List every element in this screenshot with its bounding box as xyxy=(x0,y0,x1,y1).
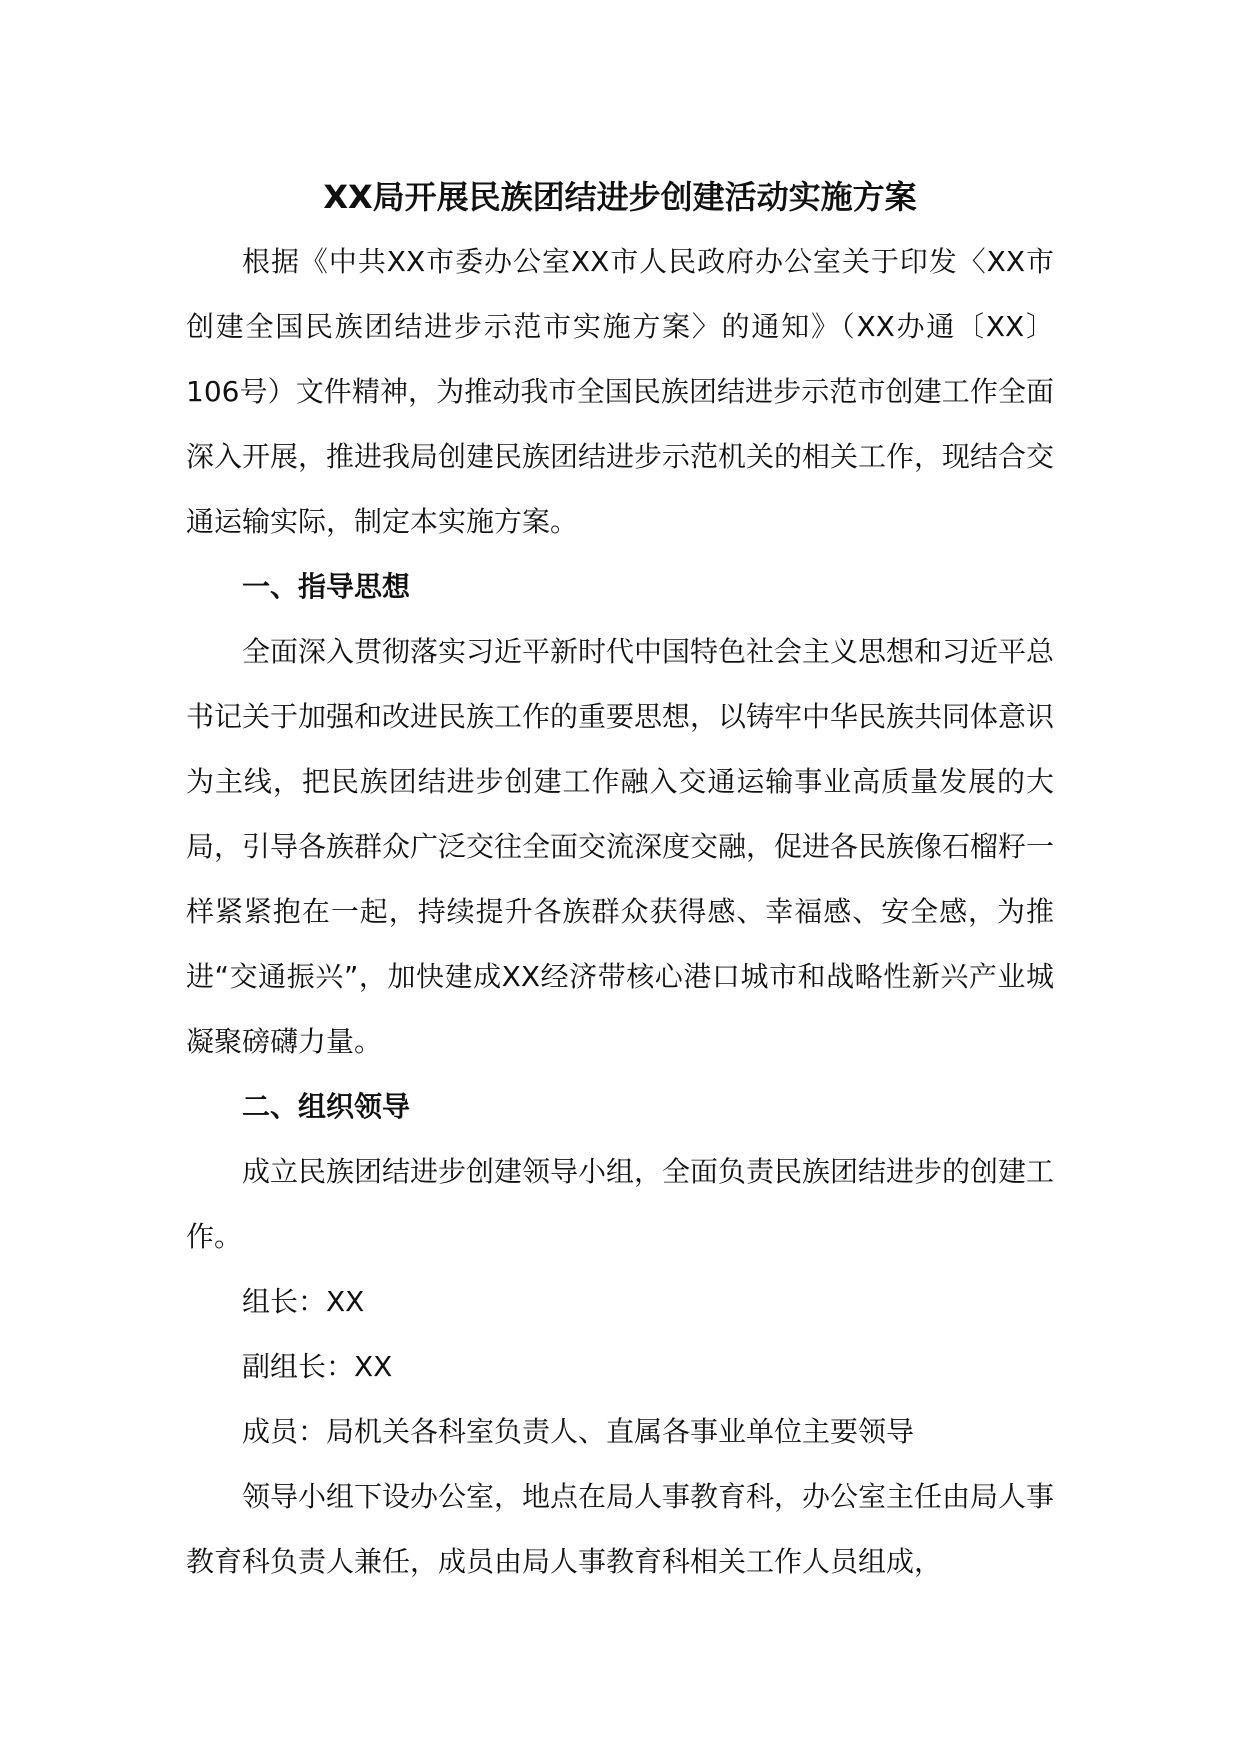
document-title: XX局开展民族团结进步创建活动实施方案 xyxy=(323,178,917,216)
document-body xyxy=(186,165,1054,1594)
guiding-ideology-paragraph: 全面深入贯彻落实习近平新时代中国特色社会主义思想和习近平总书记关于加强和改进民族工作的重要思想，以铸牢中华民族共同体意识为主线，把民族团结进步创建工作融入交通运输事业高质量发展的大局，引导各族群众广泛交往全面交流深度交融，促进各民族像石榴籽一样紧紧抱在一起，持续提升各族群众获得感、幸福感、安全感，为推进“交通振兴”，加快建成XX经济带核心港口城市和战略性新兴产业城凝聚磅礴力量。 xyxy=(186,635,1055,1058)
deputy-leader-line: 副组长：XX xyxy=(242,1350,393,1383)
section-heading-guiding-ideology: 一、指导思想 xyxy=(242,570,411,603)
members-line: 成员：局机关各科室负责人、直属各事业单位主要领导 xyxy=(242,1415,915,1448)
organization-paragraph: 成立民族团结进步创建领导小组，全面负责民族团结进步的创建工作。 xyxy=(186,1155,1055,1253)
office-paragraph: 领导小组下设办公室，地点在局人事教育科，办公室主任由局人事教育科负责人兼任，成员由局人事教育科相关工作人员组成， xyxy=(186,1480,1055,1578)
section-heading-organization: 二、组织领导 xyxy=(242,1090,411,1123)
intro-paragraph: 根据《中共XX市委办公室XX市人民政府办公室关于印发〈XX市创建全国民族团结进步示范市实施方案〉的通知》（XX办通〔XX〕106号）文件精神，为推动我市全国民族团结进步示范市创建工作全面深入开展，推进我局创建民族团结进步示范机关的相关工作，现结合交通运输实际，制定本实施方案。 xyxy=(186,245,1055,538)
leader-line: 组长：XX xyxy=(242,1285,365,1318)
